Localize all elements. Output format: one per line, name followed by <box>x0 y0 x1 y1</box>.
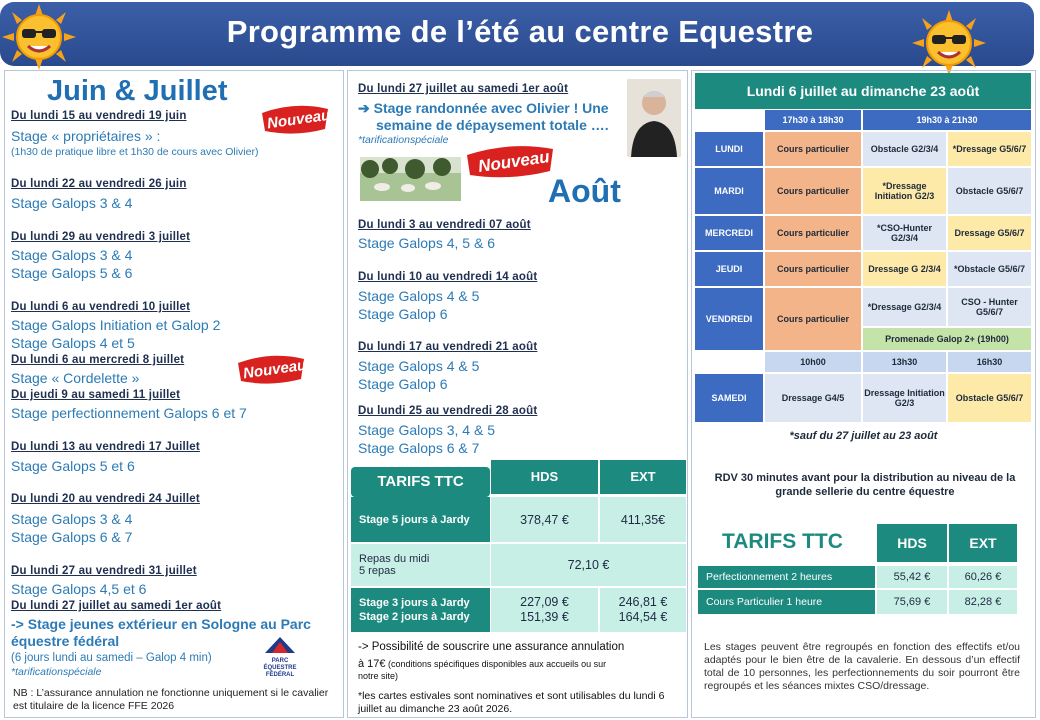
stage-line: Stage Galops 6 & 7 <box>11 529 133 545</box>
tarif-row-label: Perfectionnement 2 heures <box>698 566 875 588</box>
tarif-value: 378,47 € <box>491 497 598 542</box>
tarif-value: 60,26 € <box>949 566 1017 588</box>
header <box>0 0 1040 70</box>
course-cell: *CSO-Hunter G2/3/4 <box>863 216 946 250</box>
stage-line: Stage Galops 4, 5 & 6 <box>358 235 495 251</box>
time-header: 16h30 <box>948 352 1031 372</box>
course-cell: Obstacle G5/6/7 <box>948 168 1031 214</box>
course-cell: Cours particulier <box>765 216 861 250</box>
stage-line: Stage Galops 4 et 5 <box>11 335 135 351</box>
assurance-line: -> Possibilité de souscrire une assurance annulation <box>358 641 625 653</box>
course-cell: *Dressage G2/3/4 <box>863 288 946 326</box>
olivier-photo <box>627 79 681 157</box>
date-heading: Du lundi 22 au vendredi 26 juin <box>11 178 187 190</box>
stage-line: Stage Galops 3, 4 & 5 <box>358 422 495 438</box>
rdv-note: RDV 30 minutes avant pour la distribution au niveau de la grande sellerie du centre équestre <box>714 472 1016 498</box>
nb-note: NB : L’assurance annulation ne fonctionne uniquement si le cavalier est titulaire de la licence FFE 2026 <box>13 687 329 712</box>
day-label: MERCREDI <box>695 216 763 250</box>
date-heading: Du lundi 27 au vendredi 31 juillet <box>11 565 197 577</box>
date-heading: Du lundi 6 au mercredi 8 juillet <box>11 354 185 366</box>
course-cell: Cours particulier <box>765 288 861 350</box>
nouveau-badge: Nouveau <box>235 353 307 385</box>
stage-note: (1h30 de pratique libre et 1h30 de cours avec Olivier) <box>11 146 259 158</box>
course-cell: Cours particulier <box>765 132 861 166</box>
day-label: SAMEDI <box>695 374 763 422</box>
sologne-line: -> Stage jeunes extérieur en Sologne au Parc <box>11 616 311 632</box>
stage-line: Stage perfectionnement Galops 6 et 7 <box>11 405 247 421</box>
stage-line: Stage Galops 3 & 4 <box>11 511 133 527</box>
date-heading: Du lundi 10 au vendredi 14 août <box>358 271 538 283</box>
tarif-value: 411,35€ <box>600 497 686 542</box>
stage-line: Stage Galops 4,5 et 6 <box>11 581 147 597</box>
stage-line: Stage « propriétaires » : <box>11 128 161 144</box>
tarif-note: *tarificationspéciale <box>11 666 102 678</box>
stage-line: Stage Galops Initiation et Galop 2 <box>11 317 221 333</box>
section-heading: Août <box>548 173 621 209</box>
column-aout <box>347 70 688 718</box>
tarif-value: 55,42 € <box>877 566 947 588</box>
tarifs-title: TARIFS TTC <box>722 530 843 553</box>
date-heading: Du lundi 20 au vendredi 24 Juillet <box>11 493 200 505</box>
course-cell: *Dressage G5/6/7 <box>948 132 1031 166</box>
tarif-row-label: Cours Particulier 1 heure <box>698 590 875 614</box>
course-cell: *Dressage Initiation G2/3 <box>863 168 946 214</box>
stage-line: Stage Galop 6 <box>358 306 448 322</box>
tarif-value: 72,10 € <box>491 544 686 586</box>
course-cell: Dressage G5/6/7 <box>948 216 1031 250</box>
date-heading: Du lundi 13 au vendredi 17 Juillet <box>11 441 200 453</box>
time-header: 17h30 à 18h30 <box>765 110 861 130</box>
tarif-row-label: Stage 5 jours à Jardy <box>351 497 490 542</box>
course-cell: Obstacle G2/3/4 <box>863 132 946 166</box>
footer-note: Les stages peuvent être regroupés en fonction des effectifs et/ou adaptés pour le bien être de la cavalerie. En dessous d’un effectif total de 10 personnes, les perfectionnements du soir pourront être regroupés et les séances mixtes CSO/dressage. <box>704 641 1020 692</box>
stage-line: Stage « Cordelette » <box>11 370 140 386</box>
stage-line: Stage Galops 3 & 4 <box>11 195 133 211</box>
day-label: LUNDI <box>695 132 763 166</box>
course-cell: CSO - Hunter G5/6/7 <box>948 288 1031 326</box>
tarif-value: 227,09 € 151,39 € <box>491 588 598 632</box>
course-cell: Cours particulier <box>765 168 861 214</box>
stage-line: Stage Galops 6 & 7 <box>358 440 480 456</box>
course-cell: Dressage Initiation G2/3 <box>863 374 946 422</box>
date-heading: Du jeudi 9 au samedi 11 juillet <box>11 389 181 401</box>
date-heading: Du lundi 3 au vendredi 07 août <box>358 219 531 231</box>
parc-equestre-logo: PARC ÉQUESTRE FÉDÉRAL <box>263 637 297 683</box>
course-cell: Cours particulier <box>765 252 861 286</box>
column-juin-juillet <box>4 70 344 718</box>
period-banner: Lundi 6 juillet au dimanche 23 août <box>695 73 1031 109</box>
date-heading: Du lundi 27 juillet au samedi 1er août <box>358 83 569 95</box>
sologne-note: (6 jours lundi au samedi – Galop 4 min) <box>11 652 212 664</box>
day-label: MARDI <box>695 168 763 214</box>
stage-line: Stage Galops 3 & 4 <box>11 247 133 263</box>
promenade-cell: Promenade Galop 2+ (19h00) <box>863 328 1031 350</box>
date-heading: Du lundi 27 juillet au samedi 1er août <box>11 600 222 612</box>
course-cell: Dressage G 2/3/4 <box>863 252 946 286</box>
time-header: 19h30 à 21h30 <box>863 110 1031 130</box>
ext-header: EXT <box>600 460 686 494</box>
section-heading: Juin & Juillet <box>47 75 228 107</box>
tarif-row-label: Repas du midi 5 repas <box>351 544 490 586</box>
tarif-value: 246,81 € 164,54 € <box>600 588 686 632</box>
tarif-value: 75,69 € <box>877 590 947 614</box>
date-heading: Du lundi 17 au vendredi 21 août <box>358 341 538 353</box>
nouveau-badge: Nouveau <box>259 103 331 135</box>
horses-photo <box>360 157 461 201</box>
page-title: Programme de l’été au centre Equestre <box>226 14 814 49</box>
date-heading: Du lundi 29 au vendredi 3 juillet <box>11 231 191 243</box>
date-heading: Du lundi 25 au vendredi 28 août <box>358 405 538 417</box>
stage-line: Stage Galops 5 & 6 <box>11 265 133 281</box>
tarif-row-label: Stage 3 jours à Jardy Stage 2 jours à Jardy <box>351 588 490 632</box>
tarif-note: *tarificationspéciale <box>358 134 449 146</box>
time-header: 10h00 <box>765 352 861 372</box>
hds-header: HDS <box>491 460 598 494</box>
hds-header: HDS <box>877 524 947 562</box>
course-cell: Obstacle G5/6/7 <box>948 374 1031 422</box>
ext-header: EXT <box>949 524 1017 562</box>
stage-line: Stage Galops 4 & 5 <box>358 358 480 374</box>
day-label: VENDREDI <box>695 288 763 350</box>
day-label: JEUDI <box>695 252 763 286</box>
sauf-note: *sauf du 27 juillet au 23 août <box>789 430 938 442</box>
sologne-line: équestre fédéral <box>11 633 120 649</box>
nouveau-badge: Nouveau <box>464 143 556 179</box>
column-perfectionnement <box>691 70 1036 718</box>
course-cell: *Obstacle G5/6/7 <box>948 252 1031 286</box>
stage-line: Stage Galops 4 & 5 <box>358 288 480 304</box>
date-heading: Du lundi 15 au vendredi 19 juin <box>11 110 187 122</box>
date-heading: Du lundi 6 au vendredi 10 juillet <box>11 301 191 313</box>
tarifs-title: TARIFS TTC <box>351 467 490 497</box>
assurance-line: notre site) <box>358 671 399 681</box>
assurance-line: à 17€ (conditions spécifiques disponibles aux accueils ou sur <box>358 658 607 670</box>
course-cell: Dressage G4/5 <box>765 374 861 422</box>
stage-line: Stage Galop 6 <box>358 376 448 392</box>
randonnee-line: ➔ Stage randonnée avec Olivier ! Une <box>358 100 609 116</box>
stage-line: Stage Galops 5 et 6 <box>11 458 135 474</box>
randonnee-line: semaine de dépaysement totale …. <box>376 117 609 133</box>
tarif-value: 82,28 € <box>949 590 1017 614</box>
cartes-note: *les cartes estivales sont nominatives et sont utilisables du lundi 6 juillet au dimanche 23 août 2026. <box>358 690 665 715</box>
time-header: 13h30 <box>863 352 946 372</box>
